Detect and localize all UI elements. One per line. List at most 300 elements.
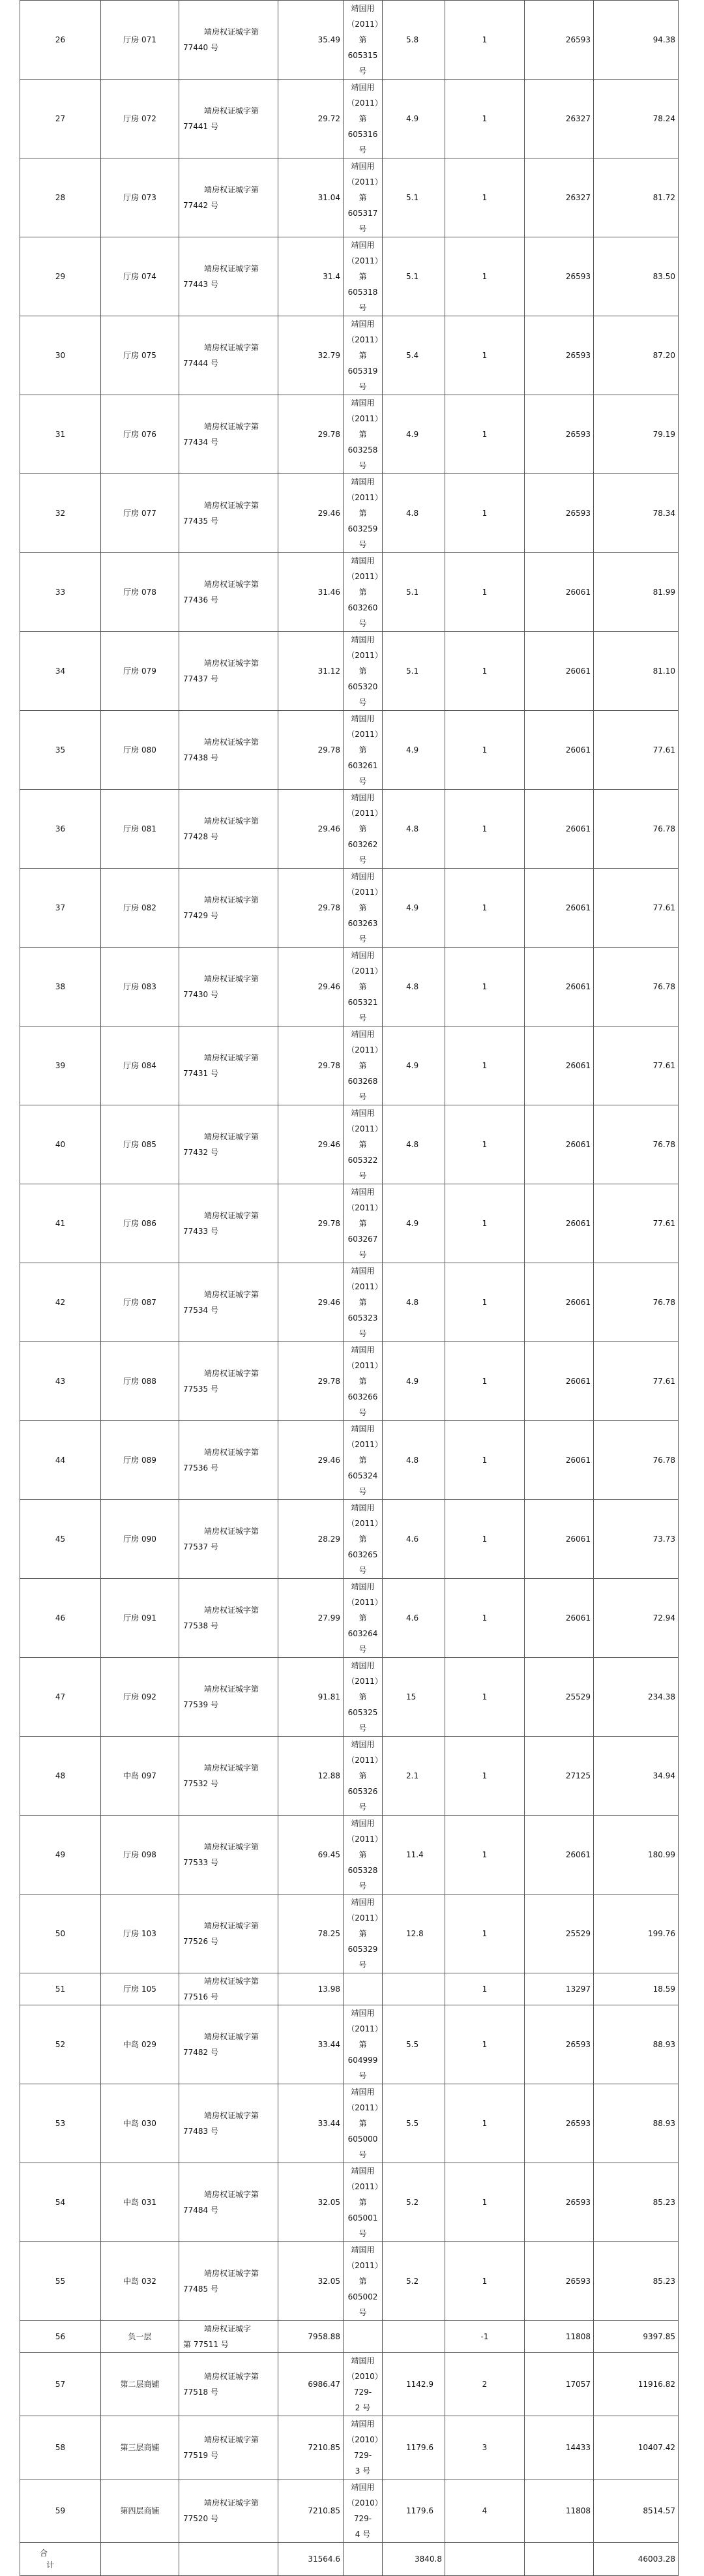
unit-price: 26061	[525, 869, 594, 948]
cert-line: 77537 号	[183, 1542, 218, 1551]
land-cert-line: 3 号	[355, 2466, 371, 2476]
row-number: 28	[20, 158, 101, 237]
land-cert	[344, 1895, 383, 1973]
land-cert-line: 靖国用	[351, 241, 375, 250]
table-row	[20, 474, 679, 553]
cert-line: 靖房权证城字第	[204, 1763, 259, 1773]
unit-price: 26593	[525, 2084, 594, 2163]
unit-name: 厅房 092	[101, 1658, 179, 1737]
cert-line: 77520 号	[183, 2514, 218, 2523]
unit-price: 26593	[525, 2005, 594, 2084]
land-cert	[344, 2242, 383, 2321]
quantity: 1	[445, 158, 525, 237]
table-row	[20, 395, 679, 474]
land-cert-line: 靖国用	[351, 872, 375, 881]
land-cert-line: （2011）第	[347, 414, 379, 439]
row-number: 38	[20, 948, 101, 1026]
land-area: 5.8	[383, 1, 445, 80]
cert-number	[179, 1184, 278, 1263]
land-cert-line: 605000 号	[347, 2134, 378, 2159]
building-area: 35.49	[278, 1, 344, 80]
building-area: 7210.85	[278, 2479, 344, 2543]
land-cert	[344, 2416, 383, 2479]
table-row	[20, 1263, 679, 1342]
building-area: 91.81	[278, 1658, 344, 1737]
cert-number	[179, 2163, 278, 2242]
row-number: 39	[20, 1026, 101, 1105]
cert-number	[179, 80, 278, 158]
cert-number	[179, 1658, 278, 1737]
unit-name: 厅房 079	[101, 632, 179, 711]
land-cert-line: （2011）第	[347, 2103, 379, 2128]
cert-number	[179, 1579, 278, 1658]
land-cert	[344, 632, 383, 711]
cert-line: 77518 号	[183, 2388, 218, 2397]
cert-line: 靖房权证城字第	[204, 1685, 259, 1694]
land-cert-line: 603262 号	[347, 840, 378, 865]
unit-price: 26061	[525, 711, 594, 790]
building-area: 32.79	[278, 316, 344, 395]
building-area: 31.12	[278, 632, 344, 711]
row-number: 41	[20, 1184, 101, 1263]
table-row	[20, 1579, 679, 1658]
unit-name: 厅房 084	[101, 1026, 179, 1105]
land-cert	[344, 711, 383, 790]
unit-price: 26061	[525, 1342, 594, 1421]
land-area: 5.2	[383, 2242, 445, 2321]
land-cert	[344, 474, 383, 553]
land-cert	[344, 80, 383, 158]
land-cert-line: （2011）第	[347, 98, 379, 123]
land-cert-line: （2011）第	[347, 335, 379, 360]
cert-line: 靖房权证城字第	[204, 343, 259, 352]
land-cert	[344, 316, 383, 395]
cert-number	[179, 316, 278, 395]
row-number: 51	[20, 1973, 101, 2005]
land-area: 4.8	[383, 474, 445, 553]
quantity: 1	[445, 1184, 525, 1263]
amount: 72.94	[594, 1579, 679, 1658]
unit-name: 厅房 083	[101, 948, 179, 1026]
land-area: 2.1	[383, 1737, 445, 1816]
land-cert-line: 603261 号	[347, 761, 378, 786]
land-cert-line: （2011）第	[347, 256, 379, 281]
land-cert-line: 靖国用	[351, 951, 375, 960]
table-row	[20, 237, 679, 316]
unit-price: 26061	[525, 1500, 594, 1579]
land-area: 4.8	[383, 790, 445, 869]
land-cert-line: （2011）第	[347, 888, 379, 912]
row-number: 36	[20, 790, 101, 869]
cert-line: 77434 号	[183, 438, 218, 447]
quantity: 1	[445, 316, 525, 395]
quantity: 1	[445, 1342, 525, 1421]
cert-number	[179, 2416, 278, 2479]
row-number: 56	[20, 2321, 101, 2353]
table-row	[20, 1105, 679, 1184]
quantity: 3	[445, 2416, 525, 2479]
amount: 76.78	[594, 1421, 679, 1500]
land-cert-line: （2011）第	[347, 1045, 379, 1070]
total-price-cell	[525, 2543, 594, 2576]
cert-line: 77484 号	[183, 2206, 218, 2215]
cert-line: 77519 号	[183, 2451, 218, 2460]
building-area: 78.25	[278, 1895, 344, 1973]
unit-price: 26061	[525, 1105, 594, 1184]
cert-line: 77443 号	[183, 280, 218, 289]
building-area: 32.05	[278, 2163, 344, 2242]
land-cert-line: 靖国用	[351, 2166, 375, 2176]
cert-line: 靖房权证城字第	[204, 2032, 259, 2041]
amount: 77.61	[594, 1026, 679, 1105]
land-cert	[344, 1658, 383, 1737]
land-cert-line: （2011）第	[347, 966, 379, 991]
row-number: 31	[20, 395, 101, 474]
land-cert-line: 605321 号	[347, 998, 378, 1023]
cert-number	[179, 2353, 278, 2416]
row-number: 35	[20, 711, 101, 790]
row-number: 33	[20, 553, 101, 632]
land-cert	[344, 869, 383, 948]
quantity: 1	[445, 1026, 525, 1105]
quantity: 1	[445, 395, 525, 474]
unit-name: 厅房 073	[101, 158, 179, 237]
land-cert	[344, 1026, 383, 1105]
unit-name: 中岛 031	[101, 2163, 179, 2242]
table-row	[20, 1421, 679, 1500]
row-number: 26	[20, 1, 101, 80]
land-area: 5.1	[383, 237, 445, 316]
land-cert	[344, 2321, 383, 2353]
land-cert	[344, 395, 383, 474]
quantity: 1	[445, 1737, 525, 1816]
row-number: 27	[20, 80, 101, 158]
land-cert-line: （2011）第	[347, 2261, 379, 2286]
land-cert-line: 605319 号	[347, 367, 378, 391]
unit-price: 26327	[525, 80, 594, 158]
land-area: 5.1	[383, 632, 445, 711]
land-cert	[344, 2479, 383, 2543]
unit-price: 26061	[525, 1263, 594, 1342]
unit-price: 26061	[525, 1816, 594, 1895]
land-cert-line: 605328 号	[347, 1866, 378, 1891]
cert-number	[179, 948, 278, 1026]
row-number: 59	[20, 2479, 101, 2543]
quantity: 1	[445, 1973, 525, 2005]
row-number: 42	[20, 1263, 101, 1342]
unit-price: 13297	[525, 1973, 594, 2005]
total-land-cell	[344, 2543, 383, 2576]
land-cert-line: 靖国用	[351, 83, 375, 92]
building-area: 31.46	[278, 553, 344, 632]
table-row	[20, 1, 679, 80]
amount: 78.24	[594, 80, 679, 158]
land-cert-line: 603263 号	[347, 919, 378, 944]
unit-price: 26061	[525, 1579, 594, 1658]
amount: 34.94	[594, 1737, 679, 1816]
quantity: 1	[445, 474, 525, 553]
amount: 73.73	[594, 1500, 679, 1579]
land-cert-line: 603268 号	[347, 1077, 378, 1101]
cert-line: 77526 号	[183, 1937, 218, 1946]
table-row	[20, 80, 679, 158]
amount: 77.61	[594, 1342, 679, 1421]
table-row	[20, 1895, 679, 1973]
cert-line: 77429 号	[183, 911, 218, 920]
land-area: 5.2	[383, 2163, 445, 2242]
cert-line: 77538 号	[183, 1621, 218, 1630]
table-row	[20, 2163, 679, 2242]
building-area: 29.46	[278, 948, 344, 1026]
land-cert-line: 靖国用	[351, 162, 375, 171]
building-area: 29.78	[278, 1184, 344, 1263]
land-cert-line: 靖国用	[351, 2088, 375, 2097]
cert-line: 77483 号	[183, 2127, 218, 2136]
land-cert-line: 靖国用	[351, 4, 375, 13]
amount: 77.61	[594, 1184, 679, 1263]
row-number: 29	[20, 237, 101, 316]
land-cert	[344, 790, 383, 869]
land-cert	[344, 1737, 383, 1816]
amount: 234.38	[594, 1658, 679, 1737]
cert-number	[179, 1, 278, 80]
cert-line: 靖房权证城字第	[204, 1290, 259, 1299]
cert-line: 靖房权证城字第	[204, 27, 259, 37]
amount: 83.50	[594, 237, 679, 316]
land-cert-line: 2 号	[355, 2403, 371, 2412]
land-area: 4.8	[383, 1263, 445, 1342]
cert-line: 靖房权证城字第	[204, 659, 259, 668]
total-cert-cell	[179, 2543, 278, 2576]
building-area: 29.46	[278, 1263, 344, 1342]
land-cert-line: （2011）第	[347, 1124, 379, 1149]
cert-line: 77428 号	[183, 832, 218, 841]
total-row	[20, 2543, 679, 2576]
table-row	[20, 2416, 679, 2479]
land-cert-line: （2010）729-	[347, 2435, 379, 2460]
total-qty-cell	[445, 2543, 525, 2576]
building-area: 7210.85	[278, 2416, 344, 2479]
land-cert	[344, 158, 383, 237]
land-cert-line: 605326 号	[347, 1787, 378, 1812]
amount: 76.78	[594, 1105, 679, 1184]
amount: 9397.85	[594, 2321, 679, 2353]
building-area: 33.44	[278, 2005, 344, 2084]
unit-price: 26593	[525, 237, 594, 316]
table-row	[20, 1816, 679, 1895]
amount: 85.23	[594, 2163, 679, 2242]
cert-number	[179, 711, 278, 790]
building-area: 7958.88	[278, 2321, 344, 2353]
building-area: 31.4	[278, 237, 344, 316]
unit-price: 25529	[525, 1658, 594, 1737]
unit-name: 厅房 090	[101, 1500, 179, 1579]
quantity: 1	[445, 948, 525, 1026]
row-number: 55	[20, 2242, 101, 2321]
amount: 81.10	[594, 632, 679, 711]
land-area: 4.9	[383, 1026, 445, 1105]
quantity: 1	[445, 1895, 525, 1973]
cert-line: 77534 号	[183, 1306, 218, 1315]
land-cert-line: 604999 号	[347, 2056, 378, 2080]
building-area: 31.04	[278, 158, 344, 237]
land-cert-line: 靖国用	[351, 1345, 375, 1355]
land-cert	[344, 1184, 383, 1263]
amount: 76.78	[594, 1263, 679, 1342]
land-cert-line: （2011）第	[347, 730, 379, 755]
unit-name: 厅房 085	[101, 1105, 179, 1184]
quantity: 1	[445, 790, 525, 869]
land-cert-line: 605325 号	[347, 1708, 378, 1733]
building-area: 13.98	[278, 1973, 344, 2005]
cert-line: 靖房权证城字第	[204, 816, 259, 826]
table-row	[20, 1342, 679, 1421]
land-cert-line: 605329 号	[347, 1945, 378, 1969]
cert-number	[179, 1973, 278, 2005]
building-area: 29.78	[278, 1026, 344, 1105]
land-cert	[344, 553, 383, 632]
quantity: 1	[445, 1658, 525, 1737]
land-cert-line: 靖国用	[351, 1740, 375, 1749]
land-cert-line: （2011）第	[347, 1282, 379, 1307]
land-cert-line: （2011）第	[347, 2182, 379, 2207]
cert-line: 靖房权证城字第	[204, 974, 259, 983]
unit-name: 厅房 091	[101, 1579, 179, 1658]
cert-line: 77436 号	[183, 595, 218, 605]
unit-price: 26061	[525, 1421, 594, 1500]
table-row	[20, 2084, 679, 2163]
unit-name: 厅房 105	[101, 1973, 179, 2005]
cert-number	[179, 158, 278, 237]
land-cert-line: 603260 号	[347, 603, 378, 628]
land-area: 4.8	[383, 1105, 445, 1184]
land-cert-line: 靖国用	[351, 2419, 375, 2429]
land-cert-line: （2011）第	[347, 493, 379, 518]
row-number: 52	[20, 2005, 101, 2084]
unit-price: 11808	[525, 2479, 594, 2543]
land-cert-line: 靖国用	[351, 1030, 375, 1039]
cert-line: 靖房权证城字第	[204, 1211, 259, 1220]
quantity: 1	[445, 2084, 525, 2163]
cert-number	[179, 1816, 278, 1895]
land-cert-line: （2011）第	[347, 809, 379, 833]
unit-name: 第三层商铺	[101, 2416, 179, 2479]
unit-price: 25529	[525, 1895, 594, 1973]
unit-name: 厅房 086	[101, 1184, 179, 1263]
building-area: 69.45	[278, 1816, 344, 1895]
amount: 11916.82	[594, 2353, 679, 2416]
land-cert-line: （2011）第	[347, 1598, 379, 1623]
land-cert-line: 靖国用	[351, 1503, 375, 1512]
cert-line: 77442 号	[183, 201, 218, 210]
quantity: 4	[445, 2479, 525, 2543]
unit-name: 中岛 032	[101, 2242, 179, 2321]
cert-number	[179, 1105, 278, 1184]
unit-name: 厅房 089	[101, 1421, 179, 1500]
land-area: 4.9	[383, 1184, 445, 1263]
land-cert-line: 605001 号	[347, 2213, 378, 2238]
cert-number	[179, 2479, 278, 2543]
amount: 88.93	[594, 2005, 679, 2084]
land-area: 4.8	[383, 1421, 445, 1500]
land-area: 4.9	[383, 395, 445, 474]
land-cert-line: 靖国用	[351, 556, 375, 565]
land-area: 4.9	[383, 80, 445, 158]
land-area: 5.1	[383, 553, 445, 632]
land-cert-line: 603259 号	[347, 524, 378, 549]
row-number: 32	[20, 474, 101, 553]
building-area: 29.78	[278, 711, 344, 790]
cert-line: 77437 号	[183, 674, 218, 683]
row-number: 54	[20, 2163, 101, 2242]
amount: 77.61	[594, 711, 679, 790]
cert-line: 靖房权证城字第	[204, 264, 259, 273]
total-land-area: 3840.8	[383, 2543, 445, 2576]
cert-number	[179, 790, 278, 869]
unit-name: 厅房 087	[101, 1263, 179, 1342]
cert-line: 77444 号	[183, 359, 218, 368]
land-cert-line: 605323 号	[347, 1313, 378, 1338]
cert-number	[179, 1895, 278, 1973]
land-cert-line: 靖国用	[351, 2009, 375, 2018]
land-cert-line: （2011）第	[347, 1835, 379, 1859]
cert-line: 77435 号	[183, 517, 218, 526]
table-row	[20, 1500, 679, 1579]
table-row	[20, 1184, 679, 1263]
land-cert-line: 605315 号	[347, 51, 378, 76]
amount: 180.99	[594, 1816, 679, 1895]
land-cert	[344, 1, 383, 80]
table-row	[20, 1737, 679, 1816]
land-cert-line: （2011）第	[347, 177, 379, 202]
unit-name: 中岛 030	[101, 2084, 179, 2163]
land-cert-line: 605002 号	[347, 2292, 378, 2317]
unit-name: 中岛 029	[101, 2005, 179, 2084]
land-cert-line: 靖国用	[351, 1582, 375, 1591]
quantity: 1	[445, 1816, 525, 1895]
land-area: 4.9	[383, 869, 445, 948]
cert-number	[179, 2321, 278, 2353]
amount: 18.59	[594, 1973, 679, 2005]
cert-line: 77431 号	[183, 1069, 218, 1078]
table-row	[20, 1026, 679, 1105]
cert-line: 77441 号	[183, 122, 218, 131]
land-cert-line: 603264 号	[347, 1629, 378, 1654]
cert-line: 77536 号	[183, 1463, 218, 1473]
land-area	[383, 1973, 445, 2005]
unit-price: 26593	[525, 2163, 594, 2242]
unit-name: 厅房 098	[101, 1816, 179, 1895]
cert-line: 靖房权证城字第	[204, 1132, 259, 1141]
cert-line: 靖房权证城字第	[204, 1369, 259, 1378]
land-area: 1142.9	[383, 2353, 445, 2416]
unit-name: 厅房 076	[101, 395, 179, 474]
amount: 10407.42	[594, 2416, 679, 2479]
land-cert-line: （2011）第	[347, 1203, 379, 1228]
land-cert-line: 4 号	[355, 2530, 371, 2539]
quantity: 1	[445, 1105, 525, 1184]
cert-line: 靖房权证城字第	[204, 422, 259, 431]
land-area: 1179.6	[383, 2479, 445, 2543]
total-unit-cell	[101, 2543, 179, 2576]
table-row	[20, 869, 679, 948]
land-cert-line: 603267 号	[347, 1235, 378, 1259]
cert-line: 靖房权证城字第	[204, 1977, 259, 1986]
quantity: 1	[445, 1579, 525, 1658]
amount: 81.99	[594, 553, 679, 632]
quantity: 1	[445, 1, 525, 80]
unit-price: 14433	[525, 2416, 594, 2479]
